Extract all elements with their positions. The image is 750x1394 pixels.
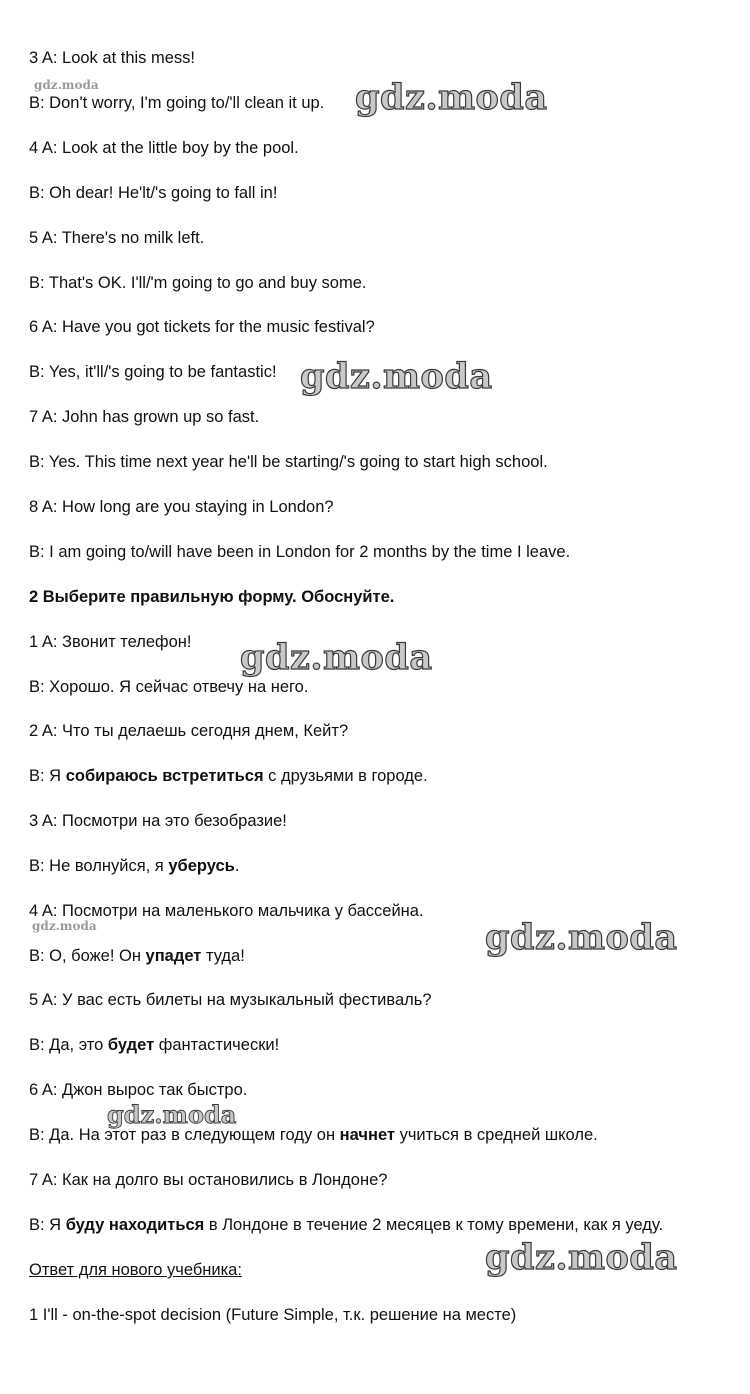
text-fragment: B: Не волнуйся, я bbox=[29, 857, 169, 875]
watermark-logo: gdz.moda bbox=[32, 919, 97, 933]
text-line bbox=[29, 1035, 279, 1055]
watermark-logo: gdz.moda bbox=[34, 78, 99, 92]
text-line bbox=[29, 1215, 663, 1235]
text-line: 8 A: How long are you staying in London? bbox=[29, 498, 334, 516]
text-line: B: I am going to/will have been in London for 2 months by the time I leave. bbox=[29, 543, 571, 561]
bold-answer: буду находиться bbox=[65, 1216, 205, 1234]
text-line: 4 A: Look at the little boy by the pool. bbox=[29, 139, 299, 157]
watermark-logo: gdz.moda bbox=[485, 917, 678, 958]
text-line: B: Don't worry, I'm going to/'ll clean it up. bbox=[29, 94, 325, 112]
watermark-logo: gdz.moda bbox=[485, 1237, 678, 1278]
watermark-logo: gdz.moda bbox=[300, 356, 493, 397]
text-line: 3 A: Посмотри на это безобразие! bbox=[29, 812, 287, 830]
text-line: 5 A: У вас есть билеты на музыкальный фестиваль? bbox=[29, 991, 432, 1009]
text-fragment: в Лондоне в течение 2 месяцев к тому времени, как я уеду. bbox=[204, 1216, 664, 1234]
text-line bbox=[29, 946, 245, 966]
text-line: B: Хорошо. Я сейчас отвечу на него. bbox=[29, 678, 309, 696]
text-line: 6 A: Джон вырос так быстро. bbox=[29, 1081, 248, 1099]
text-fragment: B: Да, это bbox=[29, 1036, 108, 1054]
text-fragment: с друзьями в городе. bbox=[263, 767, 428, 785]
watermark-logo: gdz.moda bbox=[240, 637, 433, 678]
text-line bbox=[29, 856, 239, 876]
watermark-logo: gdz.moda bbox=[107, 1100, 237, 1129]
bold-answer: собираюсь встретиться bbox=[65, 767, 264, 785]
text-line: 1 A: Звонит телефон! bbox=[29, 633, 192, 651]
watermark-logo: gdz.moda bbox=[355, 77, 548, 118]
text-line bbox=[29, 766, 428, 786]
text-fragment: B: Я bbox=[29, 1216, 66, 1234]
text-line: B: Yes. This time next year he'll be starting/'s going to start high school. bbox=[29, 453, 548, 471]
bold-answer: будет bbox=[107, 1036, 155, 1054]
text-line: B: That's OK. I'll/'m going to go and buy some. bbox=[29, 274, 367, 292]
text-line: 6 A: Have you got tickets for the music festival? bbox=[29, 318, 375, 336]
new-textbook-heading: Ответ для нового учебника: bbox=[29, 1261, 242, 1279]
text-line: 7 A: Как на долго вы остановились в Лондоне? bbox=[29, 1171, 388, 1189]
bold-answer: уберусь bbox=[168, 857, 235, 875]
text-line: 2 A: Что ты делаешь сегодня днем, Кейт? bbox=[29, 722, 349, 740]
text-fragment: B: Да. На этот раз в следующем году он bbox=[29, 1126, 340, 1144]
text-line: 7 A: John has grown up so fast. bbox=[29, 408, 260, 426]
text-fragment: фантастически! bbox=[154, 1036, 280, 1054]
text-fragment: туда! bbox=[201, 947, 245, 965]
bold-answer: упадет bbox=[145, 947, 202, 965]
text-fragment: учиться в средней школе. bbox=[395, 1126, 598, 1144]
text-line: B: Yes, it'll/'s going to be fantastic! bbox=[29, 363, 277, 381]
text-line: B: Oh dear! He'lt/'s going to fall in! bbox=[29, 184, 278, 202]
text-fragment: . bbox=[234, 857, 240, 875]
bold-answer: начнет bbox=[339, 1126, 395, 1144]
text-fragment: B: О, боже! Он bbox=[29, 947, 146, 965]
text-fragment: B: Я bbox=[29, 767, 66, 785]
section-heading: 2 Выберите правильную форму. Обоснуйте. bbox=[29, 588, 395, 606]
text-line: 1 I'll - on-the-spot decision (Future Simple, т.к. решение на месте) bbox=[29, 1306, 517, 1324]
text-line: 5 A: There's no milk left. bbox=[29, 229, 205, 247]
text-line: 3 A: Look at this mess! bbox=[29, 49, 195, 67]
text-line: 4 A: Посмотри на маленького мальчика у бассейна. bbox=[29, 902, 424, 920]
